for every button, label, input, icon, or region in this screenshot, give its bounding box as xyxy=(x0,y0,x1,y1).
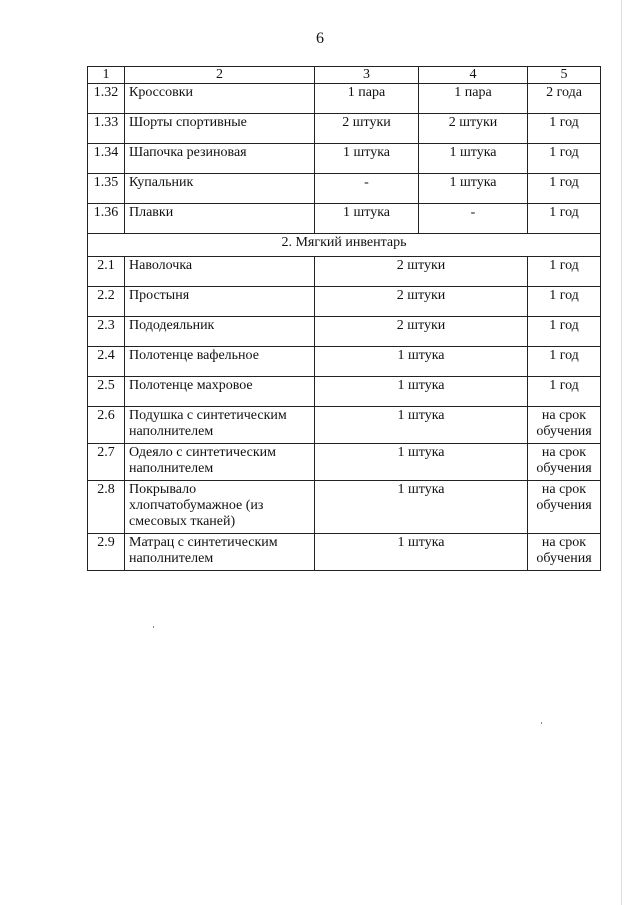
quantity-cell: - xyxy=(315,174,419,204)
item-name: Покрывало хлопчатобумажное (из смесовых тканей) xyxy=(125,481,315,534)
quantity-cell: 1 штука xyxy=(315,204,419,234)
row-number: 2.2 xyxy=(88,287,125,317)
term-cell: на срок обучения xyxy=(528,534,601,571)
quantity-cell: - xyxy=(419,204,528,234)
term-cell: на срок обучения xyxy=(528,481,601,534)
quantity-cell: 1 штука xyxy=(315,144,419,174)
item-name: Шорты спортивные xyxy=(125,114,315,144)
row-number: 2.1 xyxy=(88,257,125,287)
item-name: Одеяло с синтетическим наполнителем xyxy=(125,444,315,481)
term-cell: 1 год xyxy=(528,287,601,317)
item-name: Матрац с синтетическим наполнителем xyxy=(125,534,315,571)
quantity-cell: 2 штуки xyxy=(315,287,528,317)
quantity-cell: 1 штука xyxy=(315,481,528,534)
table-row xyxy=(88,144,601,174)
term-cell: на срок обучения xyxy=(528,444,601,481)
table-row xyxy=(88,174,601,204)
row-number: 2.4 xyxy=(88,347,125,377)
scan-edge-line xyxy=(621,0,622,905)
table-row xyxy=(88,257,601,287)
term-cell: 1 год xyxy=(528,204,601,234)
row-number: 2.8 xyxy=(88,481,125,534)
row-number: 2.3 xyxy=(88,317,125,347)
row-number: 1.36 xyxy=(88,204,125,234)
quantity-cell: 1 штука xyxy=(315,347,528,377)
quantity-cell: 1 пара xyxy=(419,84,528,114)
row-number: 1.35 xyxy=(88,174,125,204)
table-row xyxy=(88,534,601,571)
section-title: 2. Мягкий инвентарь xyxy=(88,234,601,257)
column-header: 1 xyxy=(88,67,125,84)
quantity-cell: 1 штука xyxy=(315,534,528,571)
row-number: 2.7 xyxy=(88,444,125,481)
column-header: 2 xyxy=(125,67,315,84)
row-number: 1.33 xyxy=(88,114,125,144)
item-name: Шапочка резиновая xyxy=(125,144,315,174)
quantity-cell: 1 штука xyxy=(315,407,528,444)
quantity-cell: 1 штука xyxy=(419,144,528,174)
item-name: Пододеяльник xyxy=(125,317,315,347)
table-row xyxy=(88,84,601,114)
term-cell: 2 года xyxy=(528,84,601,114)
table-header-row xyxy=(88,67,601,84)
column-header: 3 xyxy=(315,67,419,84)
column-header: 5 xyxy=(528,67,601,84)
table-row xyxy=(88,481,601,534)
scan-speck xyxy=(541,722,542,724)
quantity-cell: 1 штука xyxy=(315,444,528,481)
section-row xyxy=(88,234,601,257)
quantity-cell: 1 штука xyxy=(315,377,528,407)
row-number: 1.34 xyxy=(88,144,125,174)
item-name: Купальник xyxy=(125,174,315,204)
term-cell: 1 год xyxy=(528,114,601,144)
item-name: Полотенце вафельное xyxy=(125,347,315,377)
quantity-cell: 2 штуки xyxy=(315,257,528,287)
table-row xyxy=(88,377,601,407)
table-row xyxy=(88,444,601,481)
item-name: Плавки xyxy=(125,204,315,234)
table-row xyxy=(88,407,601,444)
table-row xyxy=(88,347,601,377)
scan-speck xyxy=(153,626,154,628)
term-cell: 1 год xyxy=(528,174,601,204)
quantity-cell: 2 штуки xyxy=(315,114,419,144)
item-name: Наволочка xyxy=(125,257,315,287)
row-number: 2.9 xyxy=(88,534,125,571)
quantity-cell: 1 штука xyxy=(419,174,528,204)
item-name: Кроссовки xyxy=(125,84,315,114)
term-cell: 1 год xyxy=(528,377,601,407)
quantity-cell: 2 штуки xyxy=(315,317,528,347)
inventory-table xyxy=(87,66,601,571)
term-cell: 1 год xyxy=(528,144,601,174)
table-row xyxy=(88,114,601,144)
column-header: 4 xyxy=(419,67,528,84)
item-name: Простыня xyxy=(125,287,315,317)
table-row xyxy=(88,204,601,234)
quantity-cell: 2 штуки xyxy=(419,114,528,144)
term-cell: на срок обучения xyxy=(528,407,601,444)
row-number: 2.5 xyxy=(88,377,125,407)
term-cell: 1 год xyxy=(528,347,601,377)
term-cell: 1 год xyxy=(528,317,601,347)
table-row xyxy=(88,317,601,347)
term-cell: 1 год xyxy=(528,257,601,287)
item-name: Полотенце махровое xyxy=(125,377,315,407)
row-number: 2.6 xyxy=(88,407,125,444)
page-number: 6 xyxy=(316,30,324,47)
item-name: Подушка с синтетическим наполнителем xyxy=(125,407,315,444)
quantity-cell: 1 пара xyxy=(315,84,419,114)
row-number: 1.32 xyxy=(88,84,125,114)
table-row xyxy=(88,287,601,317)
